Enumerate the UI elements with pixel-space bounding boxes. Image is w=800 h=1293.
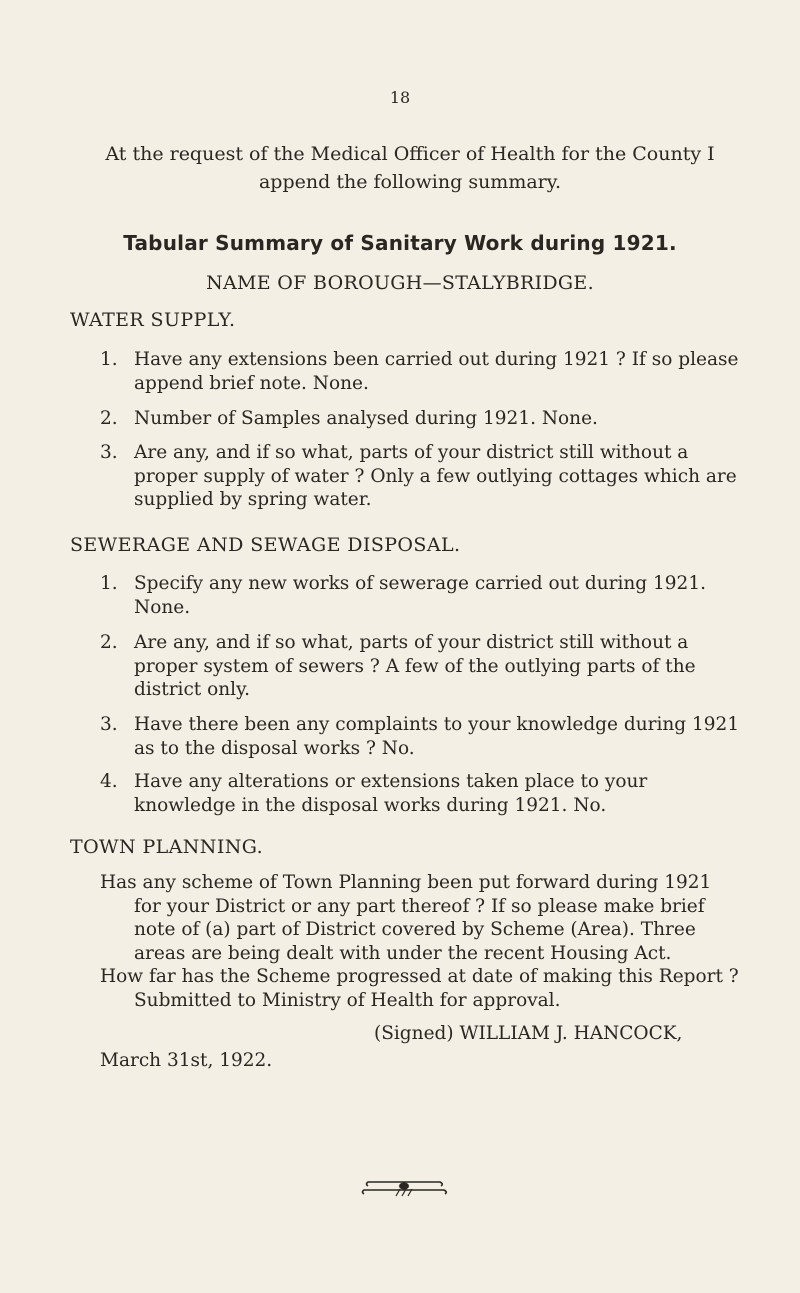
town-planning-paragraph-2 [100,965,740,1012]
water-item-1 [100,348,740,395]
sewerage-item-1 [100,572,740,619]
item-number: 4. [100,771,118,792]
water-supply-heading: WATER SUPPLY. [70,309,236,331]
water-item-3 [100,441,740,512]
report-date: March 31st, 1922. [100,1050,273,1071]
summary-title: Tabular Summary of Sanitary Work during 1921. [123,231,677,255]
item-text: Have there been any complaints to your knowledge during 1921 as to the disposal works ? No. [134,714,740,759]
water-item-2 [100,407,740,431]
item-number: 2. [100,408,118,429]
paragraph-text: Has any scheme of Town Planning been put forward during 1921 for your District or any part thereof ? If so please make brief note of (a) part of District covered by Scheme (Area). Three areas are being dealt with under the recent Housing Act. [100,872,712,964]
item-number: 3. [100,442,118,463]
sewerage-item-3 [100,713,740,760]
town-planning-heading: TOWN PLANNING. [70,836,264,858]
item-number: 1. [100,573,118,594]
item-text: Number of Samples analysed during 1921. None. [134,408,598,429]
item-number: 1. [100,349,118,370]
page-number: 18 [389,88,411,107]
item-text: Are any, and if so what, parts of your district still without a proper system of sewers ? A few of the outlying parts of the district only. [134,632,696,701]
item-text: Are any, and if so what, parts of your district still without a proper supply of water ? Only a few outlying cottages which are supplied by spring water. [134,442,737,511]
sewerage-heading: SEWERAGE AND SEWAGE DISPOSAL. [70,534,461,556]
item-text: Have any extensions been carried out during 1921 ? If so please append brief note. None. [134,349,739,394]
item-number: 2. [100,632,118,653]
sewerage-item-2 [100,631,740,702]
printers-ornament-icon [360,1178,450,1202]
intro-text: At the request of the Medical Officer of Health for the County I append the following summary. [105,143,715,193]
item-text: Specify any new works of sewerage carried out during 1921. None. [134,573,706,618]
town-planning-paragraph-1 [100,871,740,965]
paragraph-text: How far has the Scheme progressed at date of making this Report ? Submitted to Ministry of Health for approval. [100,966,739,1011]
signature: (Signed) WILLIAM J. HANCOCK, [374,1023,683,1044]
sewerage-item-4 [100,770,740,817]
item-number: 3. [100,714,118,735]
item-text: Have any alterations or extensions taken place to your knowledge in the disposal works during 1921. No. [134,771,648,816]
borough-name: NAME OF BOROUGH—STALYBRIDGE. [206,272,594,294]
